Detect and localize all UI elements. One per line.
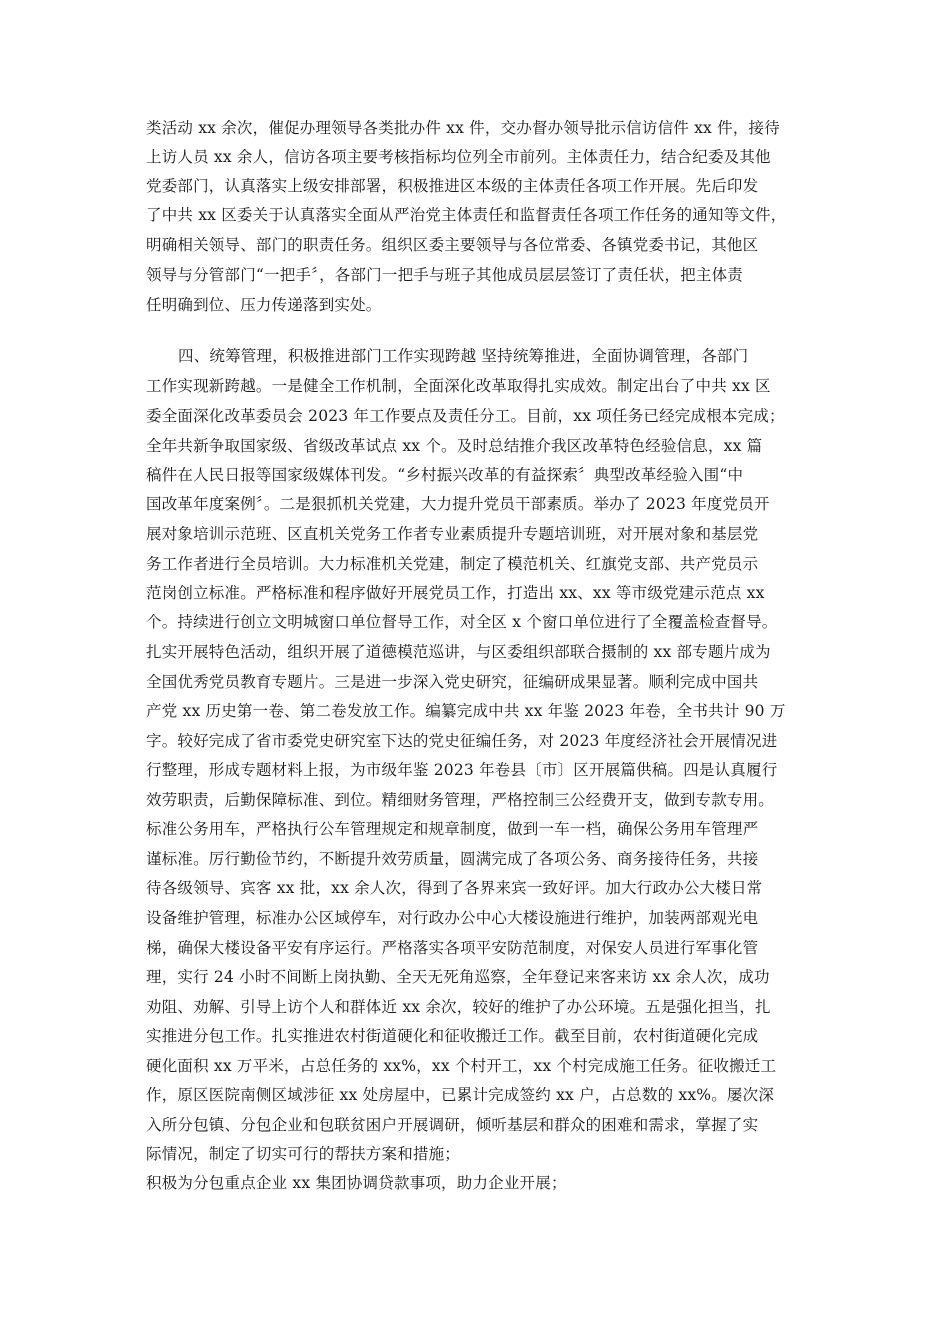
text-line: 展对象培训示范班、区直机关党务工作者专业素质提升专题培训班，对开展对象和基层党 [146, 525, 759, 543]
text-line: 效劳职责，后勤保障标准、到位。精细财务管理，严格控制三公经费开支，做到专款专用。 [146, 791, 775, 809]
text-line: 际情况，制定了切实可行的帮扶方案和措施； [146, 1145, 461, 1163]
text-line: 行整理，形成专题材料上报，为市级年鉴 2023 年卷县〔市〕区开展篇供稿。四是认真履行 [146, 761, 778, 779]
text-line: 任明确到位、压力传递落到实处。 [146, 296, 382, 314]
text-line: 工作实现新跨越。一是健全工作机制，全面深化改革取得扎实成效。制定出台了中共 xx 区 [146, 377, 771, 395]
text-line: 领导与分管部门“一把手〞，各部门一把手与班子其他成员层层签订了责任状，把主体责 [146, 266, 743, 284]
text-line: 谨标准。厉行勤俭节约，不断提升效劳质量，圆满完成了各项公务、商务接待任务，共接 [146, 850, 759, 868]
text-line: 积极为分包重点企业 xx 集团协调贷款事项，助力企业开展； [146, 1174, 567, 1192]
text-line: 个。持续进行创立文明城窗口单位督导工作，对全区 x 个窗口单位进行了全覆盖检查督导。 [146, 613, 778, 631]
text-line: 标准公务用车，严格执行公车管理规定和规章制度，做到一车一档，确保公务用车管理严 [146, 820, 759, 838]
text-line: 设备维护管理，标准办公区域停车，对行政办公中心大楼设施进行维护，加装两部观光电 [146, 909, 759, 927]
text-line: 全年共新争取国家级、省级改革试点 xx 个。及时总结推介我区改革特色经验信息，xx 篇 [146, 437, 763, 455]
text-line: 党委部门，认真落实上级安排部署，积极推进区本级的主体责任各项工作开展。先后印发 [146, 177, 759, 195]
text-line: 了中共 xx 区委关于认真落实全面从严治党主体责任和监督责任各项工作任务的通知等文件， [146, 206, 787, 224]
text-line: 实推进分包工作。扎实推进农村街道硬化和征收搬迁工作。截至目前，农村街道硬化完成 [146, 1027, 759, 1045]
text-line: 委全面深化改革委员会 2023 年工作要点及责任分工。目前，xx 项任务已经完成根本完成； [146, 407, 785, 425]
text-line: 全国优秀党员教育专题片。三是进一步深入党史研究，征编研成果显著。顺利完成中国共 [146, 673, 759, 691]
text-line: 明确相关领导、部门的职责任务。组织区委主要领导与各位常委、各镇党委书记，其他区 [146, 236, 759, 254]
text-line: 范岗创立标准。严格标准和程序做好开展党员工作，打造出 xx、xx 等市级党建示范点 xx [146, 584, 765, 602]
text-line: 入所分包镇、分包企业和包联贫困户开展调研，倾听基层和群众的困难和需求，掌握了实 [146, 1116, 759, 1134]
text-line: 梯，确保大楼设备平安有序运行。严格落实各项平安防范制度，对保安人员进行军事化管 [146, 939, 759, 957]
text-line: 作，原区医院南侧区域涉征 xx 处房屋中，已累计完成签约 xx 户，占总数的 xx%。屡次深 [146, 1086, 775, 1104]
section-heading-line: 四、统筹管理，积极推进部门工作实现跨越 坚持统筹推进，全面协调管理，各部门 [178, 347, 749, 365]
text-line: 稿件在人民日报等国家级媒体刊发。“乡村振兴改革的有益探索〞典型改革经验入围“中 [146, 466, 744, 484]
text-line: 国改革年度案例〞。二是狠抓机关党建，大力提升党员干部素质。举办了 2023 年度党员开 [146, 495, 770, 513]
text-line: 务工作者进行全员培训。大力标准机关党建，制定了模范机关、红旗党支部、共产党员示 [146, 555, 759, 573]
text-line: 类活动 xx 余次，催促办理领导各类批办件 xx 件，交办督办领导批示信访信件 xx 件，接待 [146, 119, 780, 137]
text-line: 上访人员 xx 余人，信访各项主要考核指标均位列全市前列。主体责任力，结合纪委及其他 [146, 148, 771, 166]
text-line: 字。较好完成了省市委党史研究室下达的党史征编任务，对 2023 年度经济社会开展情况进 [146, 732, 778, 750]
text-line: 扎实开展特色活动，组织开展了道德模范巡讲，与区委组织部联合摄制的 xx 部专题片成为 [146, 643, 771, 661]
text-line: 待各级领导、宾客 xx 批，xx 余人次，得到了各界来宾一致好评。加大行政办公大楼日常 [146, 879, 763, 897]
text-line: 理，实行 24 小时不间断上岗执勤、全天无死角巡察，全年登记来客来访 xx 余人次，成功 [146, 968, 770, 986]
text-line: 产党 xx 历史第一卷、第二卷发放工作。编纂完成中共 xx 年鉴 2023 年卷，全书共计 90 万 [146, 702, 786, 720]
text-line: 硬化面积 xx 万平米，占总任务的 xx%，xx 个村开工，xx 个村完成施工任务。征收搬迁工 [146, 1057, 777, 1075]
text-line: 劝阻、劝解、引导上访个人和群体近 xx 余次，较好的维护了办公环境。五是强化担当，扎 [146, 998, 771, 1016]
